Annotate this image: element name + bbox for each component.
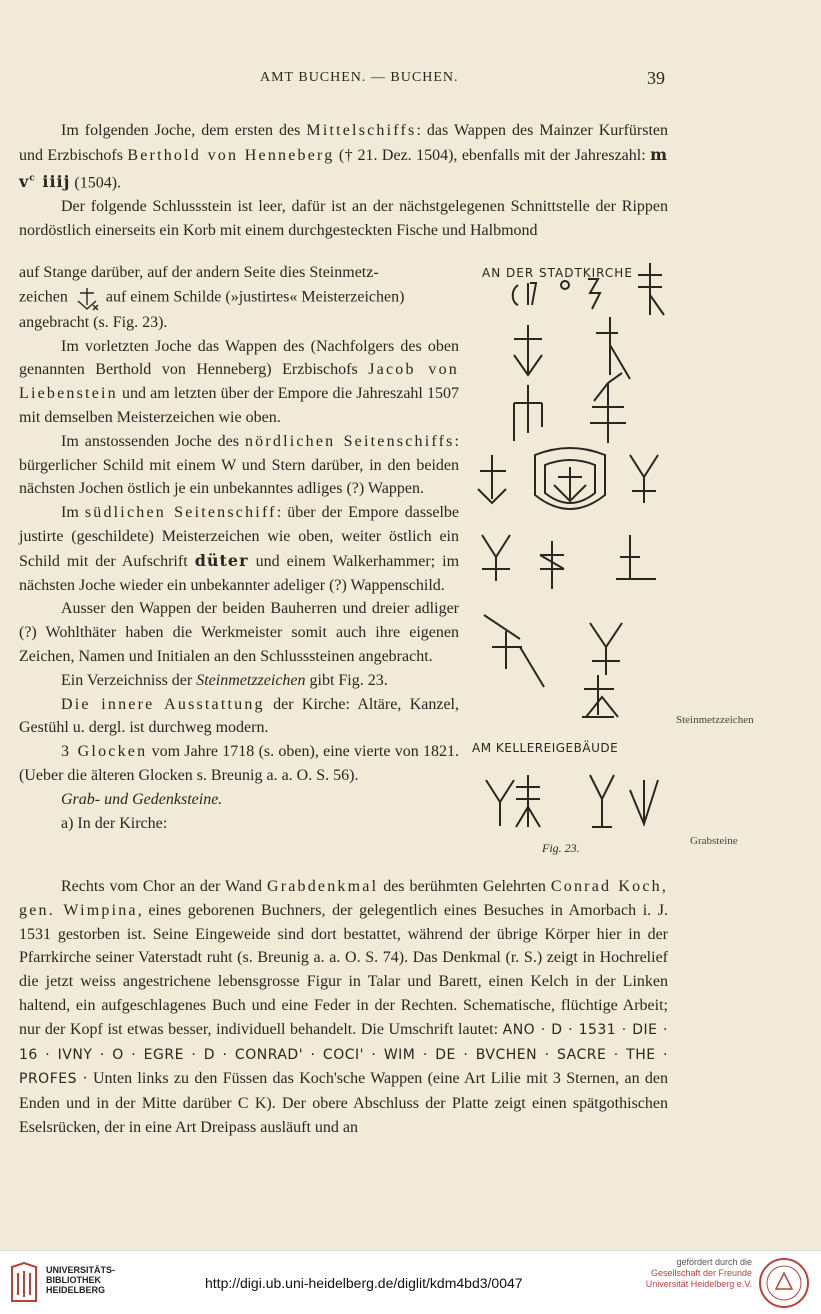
text-span: , eines geborenen Buchners, der gelegentlich eines Besuches in Amorbach i. J. 1531 gestorben ist. Seine Eingeweide sind dort bestattet, während der übrige Körper hier in der Pfarrkirche seiner Vaterstadt ruht (s. Breunig a. a. O. S. 74). Das Denkmal (r. S.) zeigt in Hochrelief die jetzt weiss angestrichene lebensgrosse Figur in Talar und Barett, einen Kelch in der Linken haltend, ein aufgeschlagenes Buch und eine Feder in der Rechten. Schematische, flüchtige Arbeit; nur der Kopf ist etwas besser, individuell behandelt. Die Umschrift lautet: — [19, 901, 668, 1038]
page-header — [0, 70, 821, 100]
text-span: (1504). — [74, 173, 122, 191]
mason-mark — [561, 281, 569, 289]
spaced-term: Grabdenkmal — [266, 878, 379, 895]
text-span: Rechts vom Chor an der Wand — [61, 878, 262, 895]
running-title: AMT BUCHEN. — BUCHEN. — [260, 70, 459, 85]
mason-mark — [516, 775, 540, 827]
figure-caption-kellerei: AM KELLEREIGEBÄUDE — [472, 741, 619, 755]
spaced-term: nördlichen Seitenschiffs — [244, 432, 455, 450]
blackletter-year: m $v^c$ iiij — [19, 144, 669, 191]
mason-mark — [582, 675, 618, 717]
paragraph-ausstattung — [19, 693, 459, 741]
paragraph-werkmeister: Ausser den Wappen der beiden Bauherren und dreier adliger (?) Wohlthäter haben die Werkmeister somit auch ihre eigenen Zeichen, Namen und Initialen an den Schlusssteinen angebracht. — [19, 600, 459, 665]
paragraph-steinmetz — [19, 261, 459, 335]
text-span: vom Jahre 1718 (s. oben), eine vierte von 1821. (Ueber die älteren Glocken s. Breunig a. a. O. S. 56). — [19, 743, 459, 784]
mason-mark — [588, 279, 600, 309]
mason-mark — [616, 535, 656, 579]
margin-note-steinmetzzeichen: Steinmetzzeichen — [676, 714, 754, 726]
paragraph-suedliches-seitenschiff — [19, 501, 459, 597]
paragraph-glocken — [19, 740, 459, 788]
spaced-term: Die innere Ausstattung — [61, 695, 265, 713]
text-span: der Kirche: Altäre, Kanzel, Gestühl u. dergl. ist durchweg modern. — [19, 695, 460, 737]
text-block-bottom — [19, 875, 668, 1140]
spaced-term: 3 Glocken — [61, 743, 148, 761]
paragraph-vorletzten-joch — [19, 335, 459, 430]
mason-mark — [638, 263, 664, 315]
university-seal-icon — [758, 1257, 810, 1309]
italic-heading: Grab- und Gedenksteine. — [61, 790, 223, 808]
text-span: : das Wappen des Mainzer Kurfürsten und Erzbischofs — [19, 122, 669, 164]
text-span: auf einem Schilde (»justirtes« Meisterzeichen) — [105, 288, 405, 306]
spaced-term: Mittelschiffs — [306, 122, 417, 139]
sponsor-line: gefördert durch die — [676, 1257, 752, 1267]
mason-mark — [540, 541, 564, 589]
mason-mark — [514, 325, 542, 375]
sponsor-line: Gesellschaft der Freunde — [650, 1268, 752, 1278]
blackletter-word: düter — [194, 550, 249, 570]
text-span: angebracht (s. Fig. 23). — [19, 313, 168, 331]
margin-note-grabsteine: Grabsteine — [690, 835, 738, 847]
permalink-url[interactable]: http://digi.ub.uni-heidelberg.de/diglit/kdm4bd3/0047 — [205, 1275, 523, 1291]
italic-term: Steinmetzzeichen — [196, 671, 306, 689]
library-name-line: HEIDELBERG — [46, 1285, 106, 1295]
mason-mark — [478, 455, 506, 503]
mason-mark — [590, 775, 614, 827]
spaced-name: Jacob von Liebenstein — [19, 361, 460, 403]
text-block-left-column — [19, 261, 459, 835]
library-name-line: UNIVERSITÄTS- — [46, 1265, 116, 1275]
text-span: Im anstossenden Joche des — [61, 432, 239, 450]
figure-label: Fig. 23. — [542, 841, 580, 855]
figure-23-mason-marks — [470, 255, 670, 860]
text-span: des berühmten Gelehrten — [383, 878, 546, 895]
mason-mark — [630, 455, 658, 503]
paragraph-verzeichniss — [19, 669, 459, 693]
text-span: Ein Verzeichniss der — [61, 671, 193, 689]
mason-mark — [590, 623, 622, 675]
text-span: · Unten links zu den Füssen das Koch'sche Wappen (eine Art Lilie mit 3 Sternen, an den Enden und in der Mitte darüber C K). Der obere Abschluss der Platte zeigt einen spätgothischen Eselsrücken, der in eine Art Dreipass ausläuft und an — [19, 1070, 669, 1136]
figure-caption-stadtkirche: AN DER STADTKIRCHE — [482, 266, 633, 280]
paragraph-mittelschiff — [19, 119, 668, 195]
mason-mark — [514, 385, 542, 441]
mason-marks-figure — [470, 255, 670, 860]
text-span: : über der Empore dasselbe justirte (geschildete) Meisterzeichen wie oben, weiter östlich ein Schild mit der Aufschrift — [19, 504, 460, 570]
text-span: Im vorletzten Joche das Wappen des (Nachfolgers des oben genannten Berthold von Henneberg) Erzbischofs — [19, 337, 459, 379]
subheading-in-der-kirche: a) In der Kirche: — [61, 814, 168, 832]
spaced-name: Conrad Koch, gen. Wimpina — [19, 878, 669, 919]
section-heading-grabsteine — [19, 788, 459, 812]
spaced-term: südlichen Seitenschiff — [84, 504, 277, 522]
text-span: und am letzten über der Empore die Jahreszahl 1507 mit demselben Meisterzeichen wie oben. — [19, 385, 460, 426]
spaced-name: Berthold von Henneberg — [127, 146, 335, 164]
sponsor-credit — [637, 1257, 752, 1290]
text-span: gibt Fig. 23. — [309, 671, 388, 689]
text-span: : bürgerlicher Schild mit einem W und Stern darüber, in den beiden nächsten Jochen östlich je ein unbekanntes adliges (?) Wappen. — [19, 432, 459, 498]
text-span: Im — [61, 504, 79, 522]
mason-mark — [590, 373, 626, 443]
digitization-footer — [0, 1250, 821, 1314]
text-block-top — [19, 119, 668, 242]
library-logo-icon — [8, 1261, 40, 1305]
mason-mark — [554, 467, 586, 501]
mason-mark — [482, 535, 510, 581]
paragraph-noerdliches-seitenschiff — [19, 430, 459, 501]
mason-mark-icon — [74, 285, 100, 311]
text-span: und einem Walkerhammer; im nächsten Joche wieder ein unbekannter adeliger (?) Wappenschild. — [19, 552, 460, 594]
sponsor-line: Universität Heidelberg e.V. — [645, 1279, 752, 1289]
text-span: zeichen — [19, 288, 68, 306]
text-span: Im folgenden Joche, dem ersten des — [61, 122, 301, 139]
library-name — [46, 1265, 115, 1295]
text-span: († 21. Dez. 1504), ebenfalls mit der Jahreszahl: — [338, 146, 646, 164]
paragraph-schlussstein: Der folgende Schlussstein ist leer, dafür ist an der nächstgelegenen Schnittstelle der Rippen nordöstlich einerseits ein Korb mit einem durchgesteckten Fische und Halbmond — [19, 197, 668, 239]
page-number: 39 — [647, 68, 665, 88]
mason-mark — [630, 780, 658, 824]
mason-mark — [486, 780, 514, 826]
text-span: auf Stange darüber, auf der andern Seite dies Steinmetz- — [19, 264, 379, 281]
paragraph-grabdenkmal — [19, 875, 668, 1140]
inscription-text: ANO · D · 1531 · DIE · 16 · IVNY · O · EGRE · D · CONRAD' · COCI' · WIM · DE · BVCHEN · SACRE · THE · PROFES — [19, 1021, 669, 1088]
mason-mark — [596, 317, 630, 379]
library-name-line: BIBLIOTHEK — [46, 1275, 101, 1285]
mason-mark — [484, 615, 544, 687]
mason-mark — [513, 283, 536, 305]
